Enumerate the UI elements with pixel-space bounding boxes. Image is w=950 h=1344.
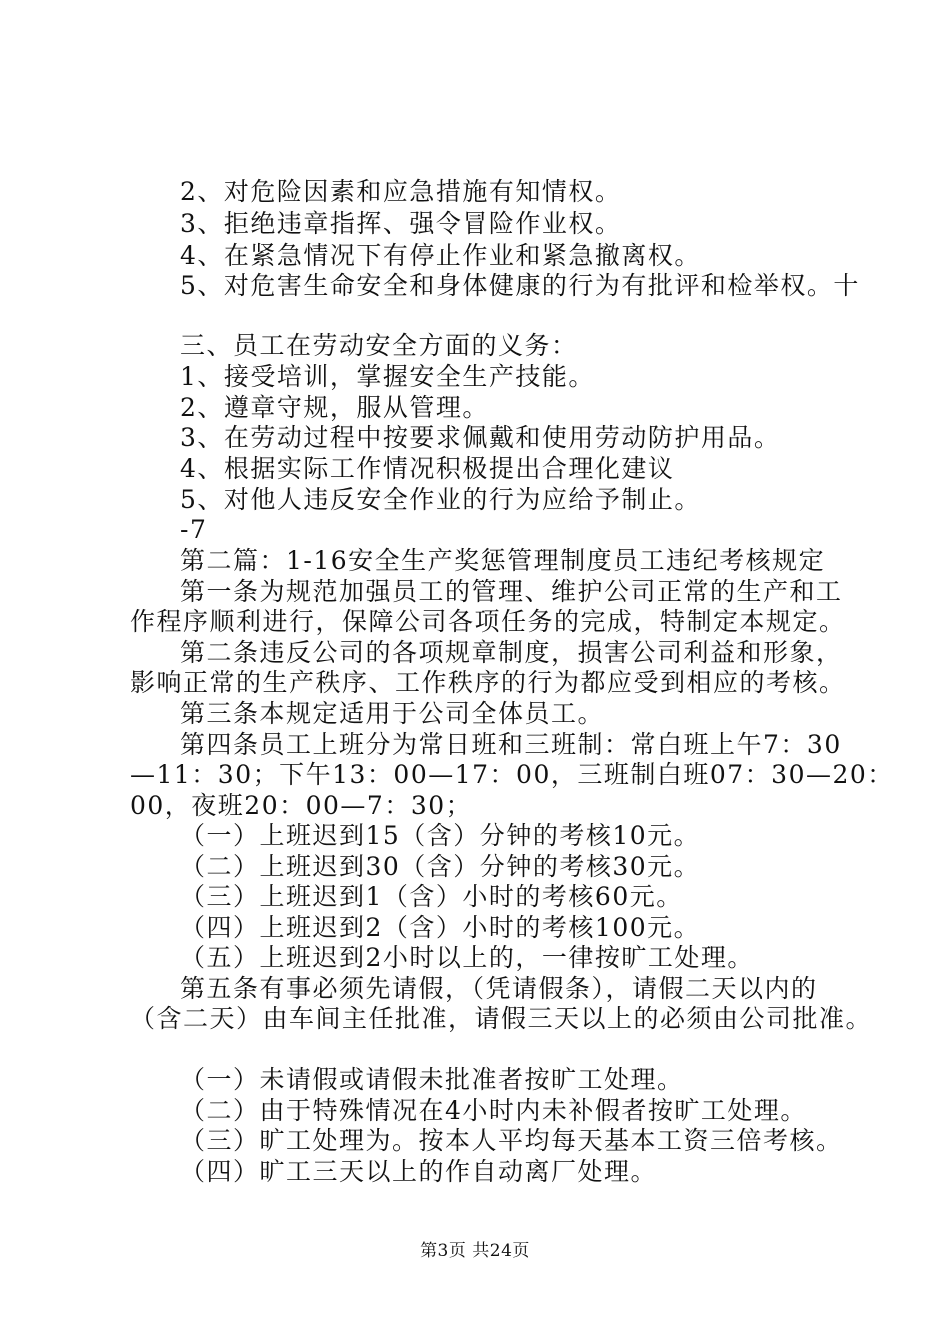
list-item: （四）旷工三天以上的作自动离厂处理。 (180, 1157, 658, 1186)
text-line: 4、根据实际工作情况积极提出合理化建议 (180, 454, 675, 483)
list-item: （二）上班迟到30（含）分钟的考核30元。 (180, 852, 701, 881)
text-line: 第三条本规定适用于公司全体员工。 (180, 699, 605, 728)
list-item: （一）未请假或请假未批准者按旷工处理。 (180, 1065, 684, 1094)
text-line: 第二条违反公司的各项规章制度，损害公司利益和形象， (180, 638, 843, 667)
text-line: 4、在紧急情况下有停止作业和紧急撤离权。 (180, 241, 701, 270)
text-line: —11：30；下午13：00—17：00，三班制白班07：30—20： (130, 760, 894, 789)
text-line: （含二天）由车间主任批准，请假三天以上的必须由公司批准。 (130, 1004, 873, 1033)
text-line: 5、对他人违反安全作业的行为应给予制止。 (180, 485, 701, 514)
text-line: 3、拒绝违章指挥、强令冒险作业权。 (180, 209, 622, 238)
text-line: 作程序顺利进行，保障公司各项任务的完成，特制定本规定。 (130, 607, 846, 636)
text-line: 2、遵章守规，服从管理。 (180, 393, 489, 422)
text-line: 2、对危险因素和应急措施有知情权。 (180, 177, 622, 206)
chapter-title: 第二篇：1-16安全生产奖惩管理制度员工违纪考核规定 (180, 546, 826, 575)
text-line: -7 (180, 515, 208, 544)
text-line: 00，夜班20：00—7：30； (130, 791, 473, 820)
text-line: 影响正常的生产秩序、工作秩序的行为都应受到相应的考核。 (130, 668, 846, 697)
list-item: （三）旷工处理为。按本人平均每天基本工资三倍考核。 (180, 1126, 843, 1155)
text-line: 第一条为规范加强员工的管理、维护公司正常的生产和工 (180, 577, 843, 606)
list-item: （二）由于特殊情况在4小时内未补假者按旷工处理。 (180, 1096, 807, 1125)
list-item: （一）上班迟到15（含）分钟的考核10元。 (180, 821, 701, 850)
text-line: 5、对危害生命安全和身体健康的行为有批评和检举权。十 (180, 271, 860, 300)
text-line: 第四条员工上班分为常日班和三班制：常白班上午7：30 (180, 730, 842, 759)
list-item: （四）上班迟到2（含）小时的考核100元。 (180, 913, 701, 942)
list-item: （三）上班迟到1（含）小时的考核60元。 (180, 882, 683, 911)
list-item: （五）上班迟到2小时以上的，一律按旷工处理。 (180, 943, 754, 972)
text-line: 1、接受培训，掌握安全生产技能。 (180, 362, 595, 391)
page-number-footer: 第3页 共24页 (420, 1241, 530, 1261)
text-line: 第五条有事必须先请假，（凭请假条），请假二天以内的 (180, 974, 818, 1003)
text-line: 3、在劳动过程中按要求佩戴和使用劳动防护用品。 (180, 423, 781, 452)
section-heading: 三、员工在劳动安全方面的义务： (180, 331, 578, 360)
